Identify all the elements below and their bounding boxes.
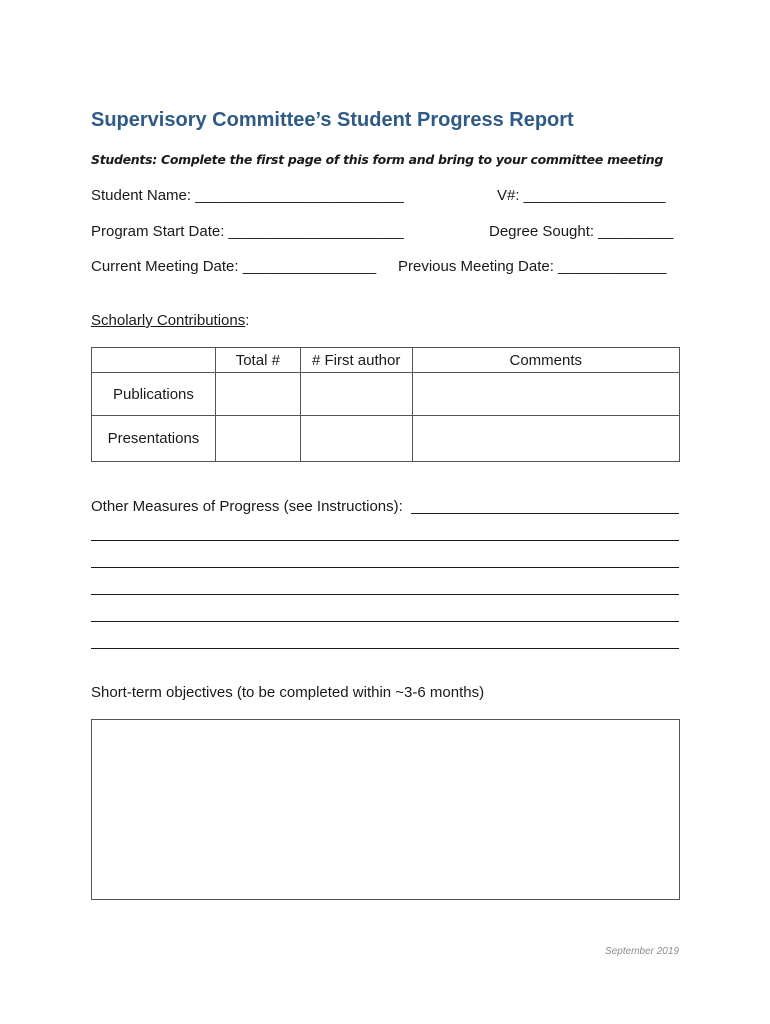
row-label-presentations: Presentations: [92, 416, 216, 462]
student-name-field[interactable]: Student Name: _________________________: [91, 187, 404, 204]
presentations-total-cell[interactable]: [215, 416, 300, 462]
scholarly-contributions-table: [91, 347, 680, 462]
other-measures-line-3[interactable]: [91, 567, 679, 568]
table-header-comments: Comments: [412, 348, 679, 373]
other-measures-line-1[interactable]: [411, 513, 679, 514]
other-measures-line-5[interactable]: [91, 621, 679, 622]
other-measures-line-4[interactable]: [91, 594, 679, 595]
row-label-publications: Publications: [92, 373, 216, 416]
student-instruction: Students: Complete the first page of this form and bring to your committee meeting: [91, 152, 664, 167]
v-number-field[interactable]: V#: _________________: [497, 187, 666, 204]
publications-comments-cell[interactable]: [412, 373, 679, 416]
table-header-total: Total #: [215, 348, 300, 373]
scholarly-contributions-heading: [91, 312, 249, 329]
degree-sought-field[interactable]: Degree Sought: _________: [489, 223, 674, 240]
scholarly-contributions-colon: :: [245, 312, 250, 329]
other-measures-line-6[interactable]: [91, 648, 679, 649]
other-measures-line-2[interactable]: [91, 540, 679, 541]
table-header-row: [92, 348, 680, 373]
previous-meeting-date-field[interactable]: Previous Meeting Date: _____________: [398, 258, 667, 275]
current-meeting-date-field[interactable]: Current Meeting Date: ________________: [91, 258, 377, 275]
table-header-first-author: # First author: [300, 348, 412, 373]
form-title: Supervisory Committee’s Student Progress Report: [91, 109, 574, 131]
footer-date: September 2019: [605, 946, 679, 957]
table-header-empty: [92, 348, 216, 373]
publications-first-author-cell[interactable]: [300, 373, 412, 416]
table-row: [92, 373, 680, 416]
other-measures-label: Other Measures of Progress (see Instructions):: [91, 498, 403, 515]
table-row: [92, 416, 680, 462]
presentations-first-author-cell[interactable]: [300, 416, 412, 462]
short-term-objectives-label: Short-term objectives (to be completed within ~3-6 months): [91, 684, 485, 701]
presentations-comments-cell[interactable]: [412, 416, 679, 462]
scholarly-contributions-label: Scholarly Contributions: [91, 312, 246, 329]
publications-total-cell[interactable]: [215, 373, 300, 416]
short-term-objectives-box[interactable]: [91, 719, 680, 900]
program-start-date-field[interactable]: Program Start Date: _____________________: [91, 223, 404, 240]
